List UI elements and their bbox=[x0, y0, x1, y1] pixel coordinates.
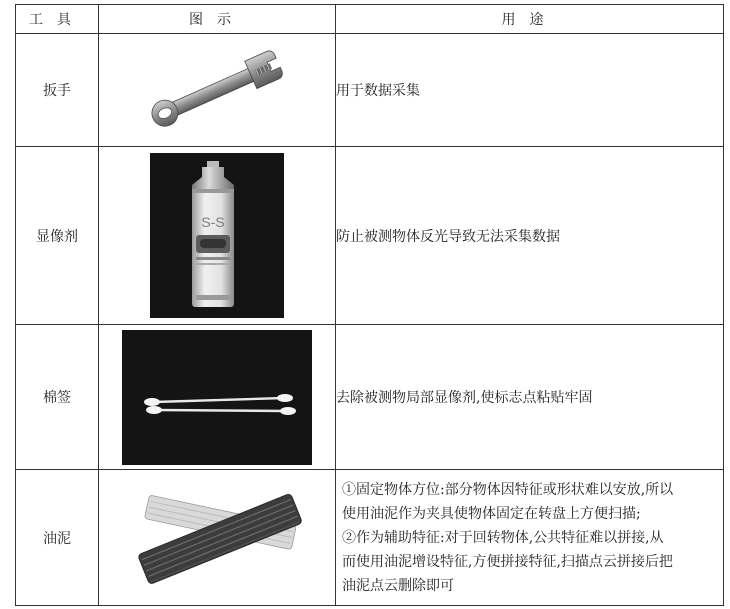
tool-use: 用于数据采集 bbox=[336, 34, 724, 147]
cotton-swab-icon bbox=[122, 330, 312, 465]
wrench-icon bbox=[142, 45, 292, 135]
table-row bbox=[16, 34, 724, 147]
tool-image-cell bbox=[99, 147, 336, 325]
header-row bbox=[16, 5, 724, 34]
tool-use bbox=[336, 470, 724, 606]
use-line: 油泥点云删除即可 bbox=[342, 577, 454, 594]
tool-name: 棉签 bbox=[16, 325, 99, 470]
tool-image-cell bbox=[99, 470, 336, 606]
table-row bbox=[16, 325, 724, 470]
header-use: 用途 bbox=[336, 5, 724, 34]
spray-label: S-S bbox=[201, 214, 225, 230]
use-line: ①固定物体方位:部分物体因特征或形状难以安放,所以 bbox=[342, 481, 674, 498]
table-row bbox=[16, 147, 724, 325]
use-line: ②作为辅助特征:对于回转物体,公共特征难以拼接,从 bbox=[342, 529, 664, 546]
tools-table bbox=[15, 4, 724, 606]
tool-use: 防止被测物体反光导致无法采集数据 bbox=[336, 147, 724, 325]
header-image: 图示 bbox=[99, 5, 336, 34]
tool-name: 油泥 bbox=[16, 470, 99, 606]
tool-use: 去除被测物局部显像剂,使标志点粘贴牢固 bbox=[336, 325, 724, 470]
header-tool: 工具 bbox=[16, 5, 99, 34]
use-line: 而使用油泥增设特征,方便拼接特征,扫描点云拼接后把 bbox=[342, 553, 673, 570]
spray-can-icon bbox=[150, 153, 284, 318]
tool-name: 扳手 bbox=[16, 34, 99, 147]
table-row bbox=[16, 470, 724, 606]
clay-icon bbox=[122, 478, 312, 598]
tool-image-cell bbox=[99, 325, 336, 470]
tool-image-cell bbox=[99, 34, 336, 147]
use-line: 使用油泥作为夹具使物体固定在转盘上方便扫描; bbox=[342, 505, 641, 522]
tool-name: 显像剂 bbox=[16, 147, 99, 325]
